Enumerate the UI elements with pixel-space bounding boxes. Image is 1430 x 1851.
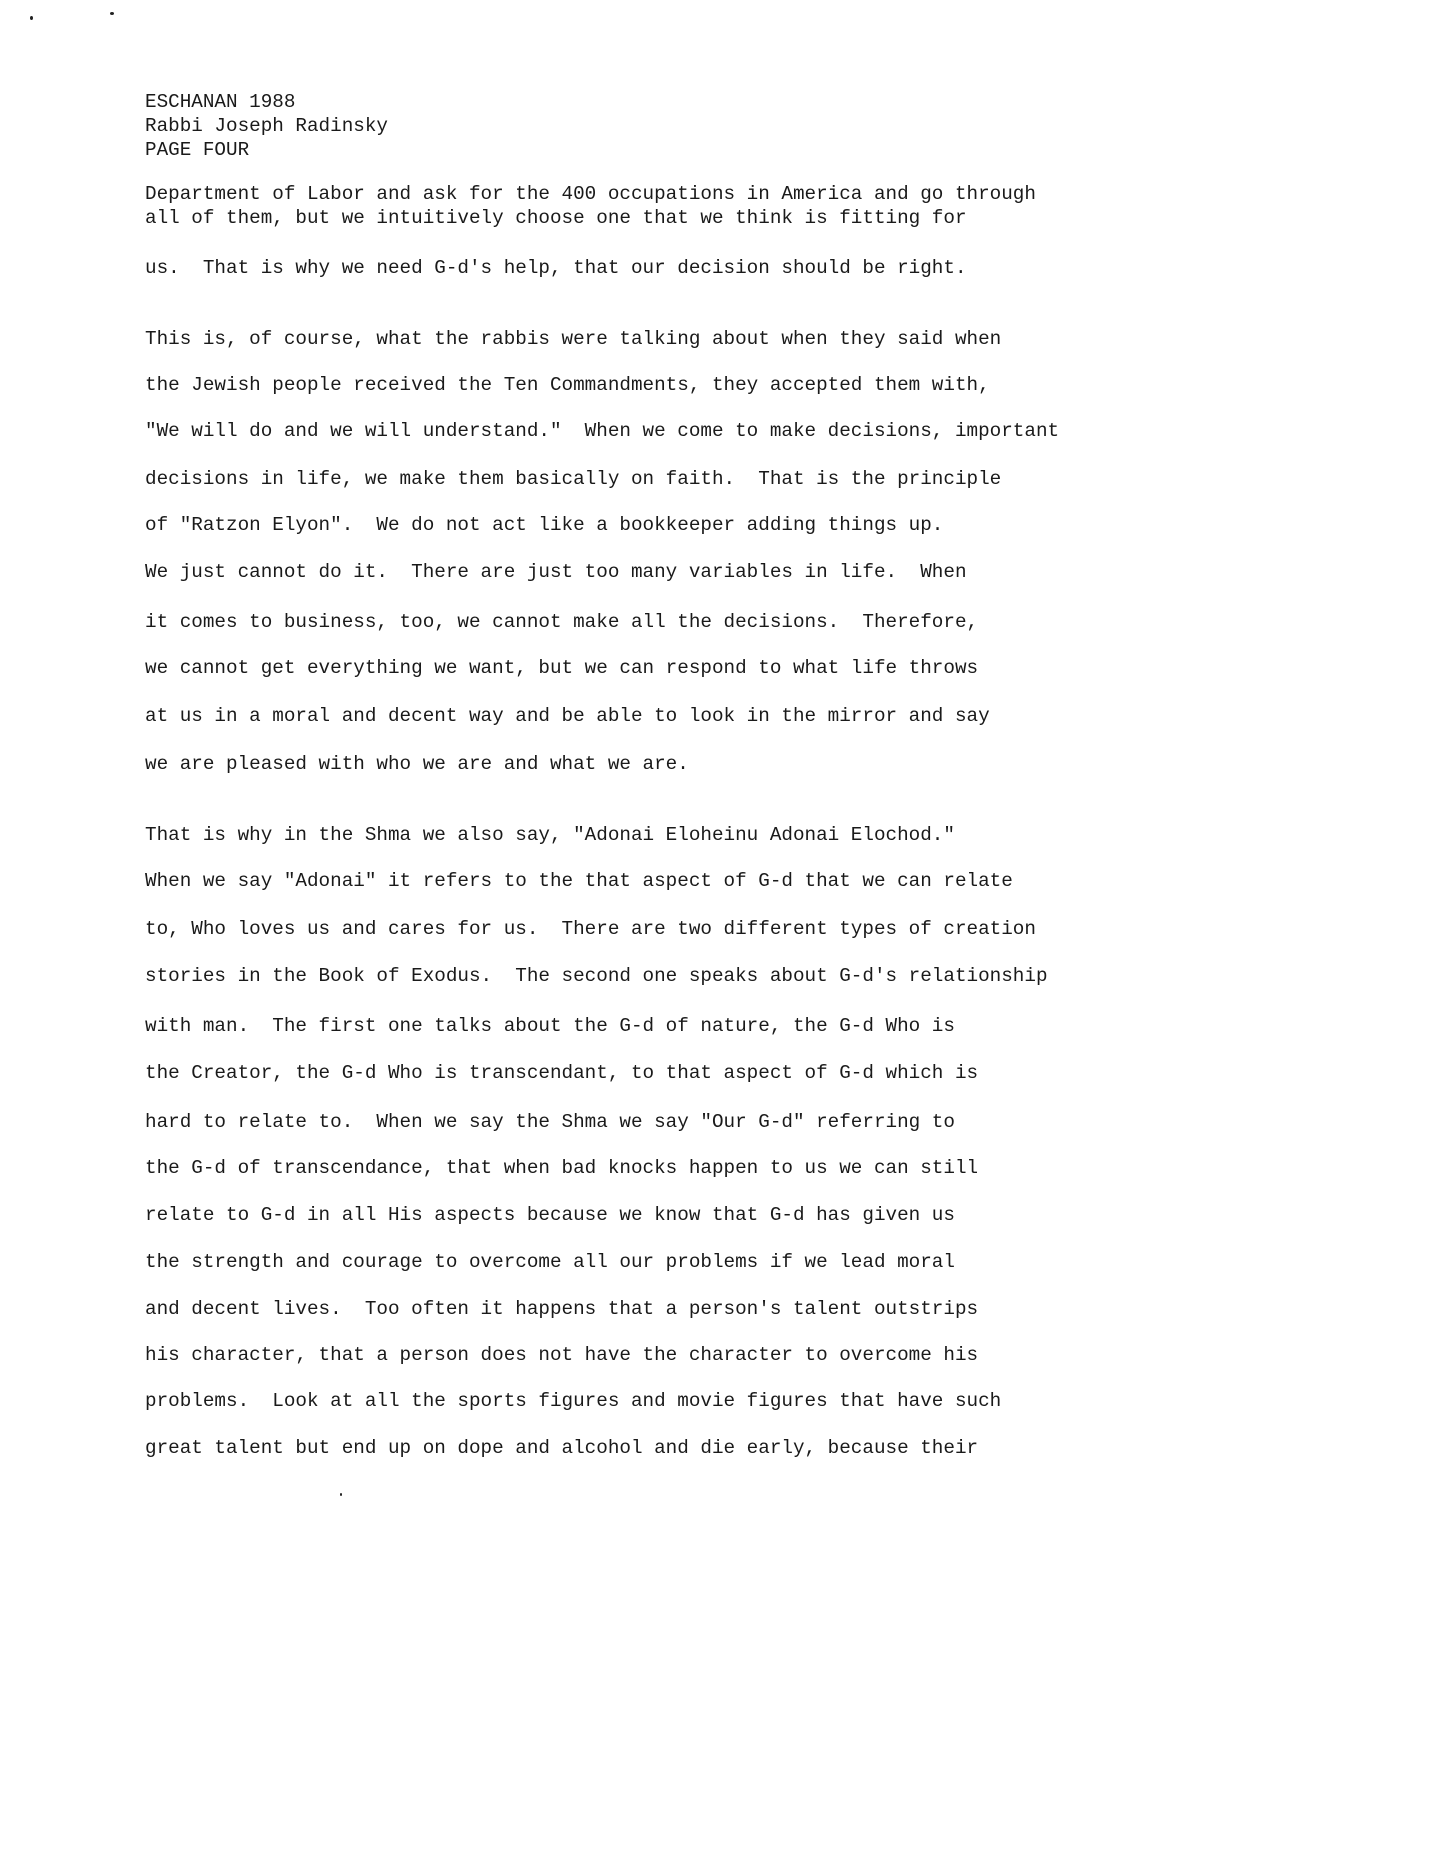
scan-speck xyxy=(110,12,114,15)
body-line: of "Ratzon Elyon". We do not act like a bookkeeper adding things up. xyxy=(145,514,944,536)
body-line: stories in the Book of Exodus. The second one speaks about G-d's relationship xyxy=(145,965,1048,987)
body-line: relate to G-d in all His aspects because we know that G-d has given us xyxy=(145,1204,955,1226)
body-line: all of them, but we intuitively choose one that we think is fitting for xyxy=(145,207,967,229)
body-line: the Jewish people received the Ten Commandments, they accepted them with, xyxy=(145,374,990,396)
body-line: we are pleased with who we are and what we are. xyxy=(145,753,689,775)
body-line: hard to relate to. When we say the Shma we say "Our G-d" referring to xyxy=(145,1111,955,1133)
body-line: to, Who loves us and cares for us. There are two different types of creation xyxy=(145,918,1036,940)
body-line: his character, that a person does not have the character to overcome his xyxy=(145,1344,979,1366)
scan-speck xyxy=(340,1493,342,1496)
body-line: That is why in the Shma we also say, "Adonai Eloheinu Adonai Elochod." xyxy=(145,824,955,846)
body-line: we cannot get everything we want, but we can respond to what life throws xyxy=(145,657,979,679)
document-title: ESCHANAN 1988 xyxy=(145,91,296,113)
body-line: When we say "Adonai" it refers to the that aspect of G-d that we can relate xyxy=(145,870,1013,892)
body-line: it comes to business, too, we cannot make all the decisions. Therefore, xyxy=(145,611,979,633)
body-line: This is, of course, what the rabbis were talking about when they said when xyxy=(145,328,1002,350)
scan-speck xyxy=(30,16,33,20)
body-line: with man. The first one talks about the G-d of nature, the G-d Who is xyxy=(145,1015,955,1037)
body-line: great talent but end up on dope and alcohol and die early, because their xyxy=(145,1437,979,1459)
body-line: the Creator, the G-d Who is transcendant, to that aspect of G-d which is xyxy=(145,1062,979,1084)
body-line: the G-d of transcendance, that when bad knocks happen to us we can still xyxy=(145,1157,979,1179)
body-line: at us in a moral and decent way and be able to look in the mirror and say xyxy=(145,705,990,727)
body-line: Department of Labor and ask for the 400 occupations in America and go through xyxy=(145,183,1036,205)
body-line: "We will do and we will understand." When we come to make decisions, important xyxy=(145,420,1060,442)
page-label: PAGE FOUR xyxy=(145,139,250,161)
body-line: the strength and courage to overcome all our problems if we lead moral xyxy=(145,1251,955,1273)
body-line: us. That is why we need G-d's help, that our decision should be right. xyxy=(145,257,967,279)
body-line: problems. Look at all the sports figures and movie figures that have such xyxy=(145,1390,1002,1412)
body-line: We just cannot do it. There are just too many variables in life. When xyxy=(145,561,967,583)
document-author: Rabbi Joseph Radinsky xyxy=(145,115,388,137)
body-line: decisions in life, we make them basically on faith. That is the principle xyxy=(145,468,1002,490)
body-line: and decent lives. Too often it happens that a person's talent outstrips xyxy=(145,1298,979,1320)
